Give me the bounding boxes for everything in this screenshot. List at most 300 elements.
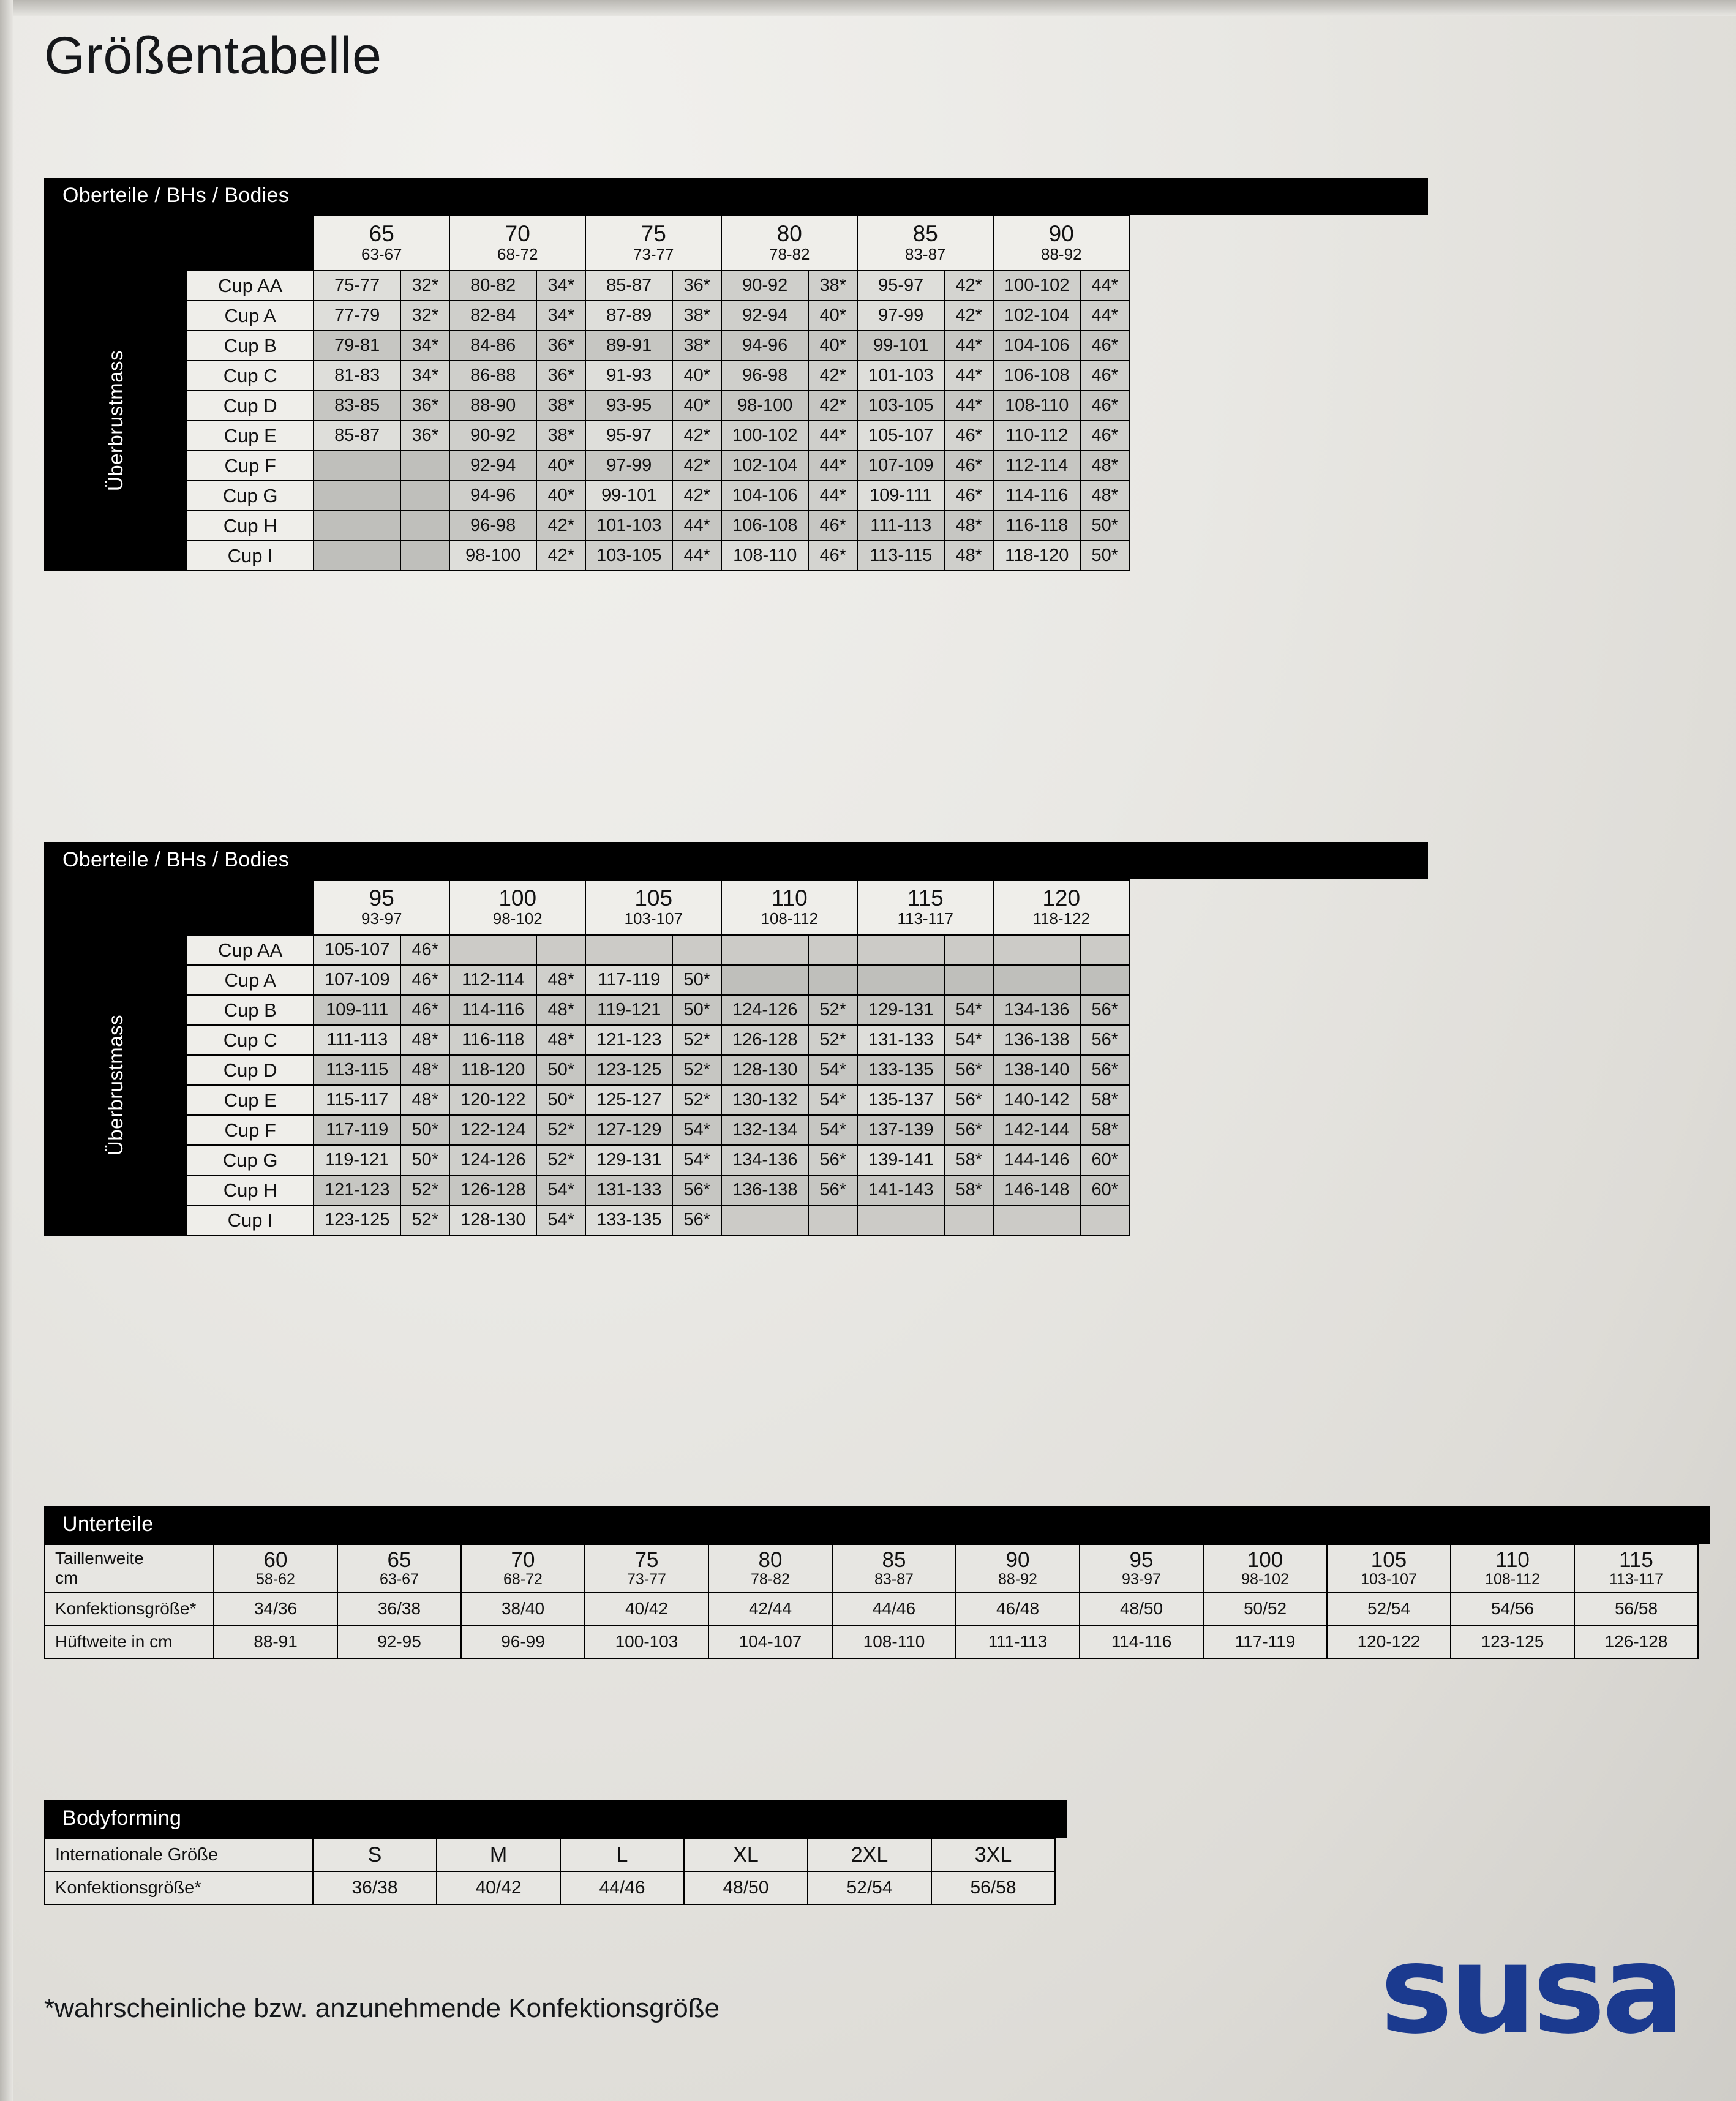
table1-cell-1-2: 82-84 <box>449 301 536 331</box>
table2-cell-0-10 <box>993 935 1080 965</box>
table2-cell-7-9: 58* <box>944 1145 993 1175</box>
table4-konfektion-2: 44/46 <box>560 1871 684 1904</box>
table1-cell-6-3: 40* <box>536 451 585 481</box>
table1-cell-3-11: 46* <box>1080 361 1129 391</box>
table2-cup-label-9: Cup I <box>187 1205 314 1235</box>
table4 <box>44 1838 1056 1905</box>
table2-cell-9-0: 123-125 <box>314 1205 400 1235</box>
table3 <box>44 1544 1699 1659</box>
table2-cell-6-9: 56* <box>944 1115 993 1145</box>
table2-cell-4-5: 52* <box>672 1055 721 1085</box>
table2-cell-4-0: 113-115 <box>314 1055 400 1085</box>
table2-cell-7-2: 124-126 <box>449 1145 536 1175</box>
table3-huefte-11: 126-128 <box>1574 1625 1698 1658</box>
table2-cell-5-9: 56* <box>944 1085 993 1115</box>
table1-cup-label-3: Cup C <box>187 361 314 391</box>
table2-cell-2-10: 134-136 <box>993 995 1080 1025</box>
table1-cell-6-2: 92-94 <box>449 451 536 481</box>
unterteile-table <box>44 1506 1710 1659</box>
table2-cell-9-11 <box>1080 1205 1129 1235</box>
table1-cell-5-2: 90-92 <box>449 421 536 451</box>
table2-cell-0-1: 46* <box>400 935 449 965</box>
table1-cell-2-6: 94-96 <box>721 331 808 361</box>
table1-cell-9-8: 113-115 <box>857 541 944 571</box>
table2-row-6 <box>45 1115 1129 1145</box>
table1-row-1 <box>45 301 1129 331</box>
table2-cell-5-11: 58* <box>1080 1085 1129 1115</box>
table1-cell-0-5: 36* <box>672 271 721 301</box>
table1-cell-7-1 <box>400 481 449 511</box>
table2-size-head-5: 120 118-122 <box>993 880 1129 935</box>
table1-cell-2-3: 36* <box>536 331 585 361</box>
table2-cell-5-0: 115-117 <box>314 1085 400 1115</box>
table1-cell-7-11: 48* <box>1080 481 1129 511</box>
table2-cell-7-5: 54* <box>672 1145 721 1175</box>
table1-cell-6-5: 42* <box>672 451 721 481</box>
table3-konfektion-0: 34/36 <box>214 1592 337 1625</box>
table1-cell-4-8: 103-105 <box>857 391 944 421</box>
bodyforming-table <box>44 1800 1067 1905</box>
table2-cell-5-2: 120-122 <box>449 1085 536 1115</box>
table1-cell-8-0 <box>314 511 400 541</box>
table1-cell-3-3: 36* <box>536 361 585 391</box>
table4-konfektion-1: 40/42 <box>437 1871 560 1904</box>
table1-row-6 <box>45 451 1129 481</box>
table1-cell-4-3: 38* <box>536 391 585 421</box>
table2-cell-9-9 <box>944 1205 993 1235</box>
table1-cell-1-0: 77-79 <box>314 301 400 331</box>
page-title: Größentabelle <box>44 26 382 85</box>
bra-size-table-95-120 <box>44 842 1428 1236</box>
table1-cell-9-1 <box>400 541 449 571</box>
table1-cell-0-0: 75-77 <box>314 271 400 301</box>
table4-band-title: Bodyforming <box>44 1800 1067 1838</box>
table3-size-head-3: 75 73-77 <box>585 1544 708 1592</box>
table2-cup-label-0: Cup AA <box>187 935 314 965</box>
paper-edge-left <box>0 0 13 2101</box>
table1-cell-3-2: 86-88 <box>449 361 536 391</box>
table2-cell-8-9: 58* <box>944 1175 993 1205</box>
table2-cell-0-9 <box>944 935 993 965</box>
table3-huefte-10: 123-125 <box>1451 1625 1574 1658</box>
table1-cell-7-6: 104-106 <box>721 481 808 511</box>
table1-cell-5-3: 38* <box>536 421 585 451</box>
table2-cell-1-7 <box>808 965 857 995</box>
table1-cell-9-11: 50* <box>1080 541 1129 571</box>
table2-cell-0-3 <box>536 935 585 965</box>
table1-row-2 <box>45 331 1129 361</box>
table2-cell-5-7: 54* <box>808 1085 857 1115</box>
table2-cell-6-3: 52* <box>536 1115 585 1145</box>
paper-edge-top <box>0 0 1736 16</box>
table1-cup-label-4: Cup D <box>187 391 314 421</box>
table2-cell-2-9: 54* <box>944 995 993 1025</box>
table1-cell-8-6: 106-108 <box>721 511 808 541</box>
table1-cell-5-8: 105-107 <box>857 421 944 451</box>
table2-cell-0-11 <box>1080 935 1129 965</box>
table2-cell-9-5: 56* <box>672 1205 721 1235</box>
table2 <box>44 879 1130 1236</box>
table1-cell-6-11: 48* <box>1080 451 1129 481</box>
table3-huefte-4: 104-107 <box>708 1625 832 1658</box>
table3-size-head-8: 100 98-102 <box>1203 1544 1327 1592</box>
table1-size-head-1: 70 68-72 <box>449 216 585 271</box>
table1-cell-8-11: 50* <box>1080 511 1129 541</box>
table2-cup-label-2: Cup B <box>187 995 314 1025</box>
table2-cell-6-4: 127-129 <box>585 1115 672 1145</box>
table2-cell-1-0: 107-109 <box>314 965 400 995</box>
table2-cell-0-7 <box>808 935 857 965</box>
table4-row-international <box>45 1838 1055 1871</box>
table3-rowlabel-waist: Taillenweite cm <box>45 1544 214 1592</box>
table1-cell-7-4: 99-101 <box>585 481 672 511</box>
table3-konfektion-7: 48/50 <box>1080 1592 1203 1625</box>
table1-cell-8-5: 44* <box>672 511 721 541</box>
table1-cell-4-7: 42* <box>808 391 857 421</box>
table2-cell-8-10: 146-148 <box>993 1175 1080 1205</box>
table1-cell-9-0 <box>314 541 400 571</box>
table3-rowlabel-hip: Hüftweite in cm <box>45 1625 214 1658</box>
table1-size-head-0: 65 63-67 <box>314 216 449 271</box>
table1-cell-2-10: 104-106 <box>993 331 1080 361</box>
table2-cell-8-2: 126-128 <box>449 1175 536 1205</box>
table1-cell-8-4: 101-103 <box>585 511 672 541</box>
table2-cell-5-10: 140-142 <box>993 1085 1080 1115</box>
table2-cell-8-4: 131-133 <box>585 1175 672 1205</box>
table1-cell-4-10: 108-110 <box>993 391 1080 421</box>
table3-row-huefte <box>45 1625 1698 1658</box>
table3-huefte-8: 117-119 <box>1203 1625 1327 1658</box>
table2-cell-9-1: 52* <box>400 1205 449 1235</box>
table2-header-row <box>45 880 1129 935</box>
table2-cell-0-5 <box>672 935 721 965</box>
table4-konfektion-4: 52/54 <box>808 1871 931 1904</box>
table1-cell-2-7: 40* <box>808 331 857 361</box>
table1-cell-8-7: 46* <box>808 511 857 541</box>
table1-cell-7-2: 94-96 <box>449 481 536 511</box>
table2-cell-2-2: 114-116 <box>449 995 536 1025</box>
table2-cell-1-9 <box>944 965 993 995</box>
table2-cell-3-9: 54* <box>944 1025 993 1055</box>
table2-cell-1-5: 50* <box>672 965 721 995</box>
table1-cell-4-5: 40* <box>672 391 721 421</box>
table2-cell-8-7: 56* <box>808 1175 857 1205</box>
table1-cell-6-0 <box>314 451 400 481</box>
table1-cell-3-5: 40* <box>672 361 721 391</box>
table1-cell-1-3: 34* <box>536 301 585 331</box>
table2-cell-5-1: 48* <box>400 1085 449 1115</box>
table1-cell-2-0: 79-81 <box>314 331 400 361</box>
table2-cell-8-3: 54* <box>536 1175 585 1205</box>
table1-cell-7-0 <box>314 481 400 511</box>
table3-konfektion-2: 38/40 <box>461 1592 585 1625</box>
table2-cell-3-5: 52* <box>672 1025 721 1055</box>
table2-cell-6-1: 50* <box>400 1115 449 1145</box>
table1-cup-label-2: Cup B <box>187 331 314 361</box>
table3-konfektion-8: 50/52 <box>1203 1592 1327 1625</box>
table2-row-4 <box>45 1055 1129 1085</box>
table1-cell-5-0: 85-87 <box>314 421 400 451</box>
table1-cell-2-11: 46* <box>1080 331 1129 361</box>
table3-huefte-1: 92-95 <box>337 1625 461 1658</box>
table1-cell-8-8: 111-113 <box>857 511 944 541</box>
table2-cup-label-5: Cup E <box>187 1085 314 1115</box>
table2-cell-2-1: 46* <box>400 995 449 1025</box>
table1-cell-8-9: 48* <box>944 511 993 541</box>
table2-cell-1-6 <box>721 965 808 995</box>
table2-cell-0-8 <box>857 935 944 965</box>
table1-cell-7-9: 46* <box>944 481 993 511</box>
table1-cell-7-8: 109-111 <box>857 481 944 511</box>
table1-cell-1-5: 38* <box>672 301 721 331</box>
table1-cell-3-0: 81-83 <box>314 361 400 391</box>
table4-konfektion-0: 36/38 <box>313 1871 437 1904</box>
table1-corner-b <box>187 216 314 271</box>
table1-cell-6-1 <box>400 451 449 481</box>
table1-cell-2-2: 84-86 <box>449 331 536 361</box>
table4-size-2: L <box>560 1838 684 1871</box>
table2-cup-label-1: Cup A <box>187 965 314 995</box>
table2-cell-1-2: 112-114 <box>449 965 536 995</box>
table2-cell-0-6 <box>721 935 808 965</box>
table2-cell-9-6 <box>721 1205 808 1235</box>
table2-cell-6-8: 137-139 <box>857 1115 944 1145</box>
table1-cell-2-8: 99-101 <box>857 331 944 361</box>
table1-cell-0-2: 80-82 <box>449 271 536 301</box>
table2-cell-5-4: 125-127 <box>585 1085 672 1115</box>
table2-cell-6-6: 132-134 <box>721 1115 808 1145</box>
table2-cell-5-3: 50* <box>536 1085 585 1115</box>
table3-rowlabel-konfektion: Konfektionsgröße* <box>45 1592 214 1625</box>
table3-huefte-0: 88-91 <box>214 1625 337 1658</box>
table1-cell-5-9: 46* <box>944 421 993 451</box>
table1-cell-0-11: 44* <box>1080 271 1129 301</box>
table1-cell-9-6: 108-110 <box>721 541 808 571</box>
table2-cell-7-6: 134-136 <box>721 1145 808 1175</box>
table2-cell-3-3: 48* <box>536 1025 585 1055</box>
table2-cell-3-4: 121-123 <box>585 1025 672 1055</box>
table1-row-4 <box>45 391 1129 421</box>
table2-cell-0-2 <box>449 935 536 965</box>
table2-cell-3-6: 126-128 <box>721 1025 808 1055</box>
table2-cell-2-3: 48* <box>536 995 585 1025</box>
table1-cell-2-4: 89-91 <box>585 331 672 361</box>
table4-size-3: XL <box>684 1838 808 1871</box>
table4-size-4: 2XL <box>808 1838 931 1871</box>
table1-cell-4-0: 83-85 <box>314 391 400 421</box>
table1-cell-4-4: 93-95 <box>585 391 672 421</box>
table1-cell-1-4: 87-89 <box>585 301 672 331</box>
table1-cell-0-9: 42* <box>944 271 993 301</box>
table1-cell-0-4: 85-87 <box>585 271 672 301</box>
table1-row-7 <box>45 481 1129 511</box>
table2-cell-6-5: 54* <box>672 1115 721 1145</box>
table1-row-9 <box>45 541 1129 571</box>
table2-cell-5-8: 135-137 <box>857 1085 944 1115</box>
table1-cell-5-6: 100-102 <box>721 421 808 451</box>
table1-size-head-4: 85 83-87 <box>857 216 993 271</box>
table4-konfektion-5: 56/58 <box>931 1871 1055 1904</box>
footnote: *wahrscheinliche bzw. anzunehmende Konfektionsgröße <box>44 1993 720 2023</box>
table2-cell-5-6: 130-132 <box>721 1085 808 1115</box>
table4-size-0: S <box>313 1838 437 1871</box>
table2-size-head-0: 95 93-97 <box>314 880 449 935</box>
table3-size-head-10: 110 108-112 <box>1451 1544 1574 1592</box>
table4-rowlabel-konfektion: Konfektionsgröße* <box>45 1871 313 1904</box>
table3-huefte-6: 111-113 <box>956 1625 1080 1658</box>
table2-cell-4-7: 54* <box>808 1055 857 1085</box>
table3-huefte-3: 100-103 <box>585 1625 708 1658</box>
table1-row-5 <box>45 421 1129 451</box>
table1-cell-9-5: 44* <box>672 541 721 571</box>
table1-cell-1-7: 40* <box>808 301 857 331</box>
table1-cell-1-6: 92-94 <box>721 301 808 331</box>
table1-cell-0-3: 34* <box>536 271 585 301</box>
table1-cup-label-6: Cup F <box>187 451 314 481</box>
table3-huefte-2: 96-99 <box>461 1625 585 1658</box>
table2-cell-8-1: 52* <box>400 1175 449 1205</box>
table3-size-head-9: 105 103-107 <box>1327 1544 1451 1592</box>
table2-cell-4-2: 118-120 <box>449 1055 536 1085</box>
table3-size-head-4: 80 78-82 <box>708 1544 832 1592</box>
table1-cell-5-7: 44* <box>808 421 857 451</box>
table2-cell-9-7 <box>808 1205 857 1235</box>
table1-row-3 <box>45 361 1129 391</box>
table1-cell-3-8: 101-103 <box>857 361 944 391</box>
table1-cell-9-9: 48* <box>944 541 993 571</box>
table1-cell-1-9: 42* <box>944 301 993 331</box>
table2-cell-8-11: 60* <box>1080 1175 1129 1205</box>
table1-cup-label-0: Cup AA <box>187 271 314 301</box>
table2-cell-9-10 <box>993 1205 1080 1235</box>
table1-size-head-5: 90 88-92 <box>993 216 1129 271</box>
table2-size-head-2: 105 103-107 <box>585 880 721 935</box>
table3-size-head-7: 95 93-97 <box>1080 1544 1203 1592</box>
table2-cell-2-6: 124-126 <box>721 995 808 1025</box>
table2-cell-2-4: 119-121 <box>585 995 672 1025</box>
table3-huefte-5: 108-110 <box>832 1625 956 1658</box>
table2-size-head-1: 100 98-102 <box>449 880 585 935</box>
table3-header-row <box>45 1544 1698 1592</box>
table2-cell-8-8: 141-143 <box>857 1175 944 1205</box>
table2-cell-3-11: 56* <box>1080 1025 1129 1055</box>
table1-corner-a <box>45 216 187 271</box>
table2-corner-b <box>187 880 314 935</box>
table3-huefte-9: 120-122 <box>1327 1625 1451 1658</box>
table1-cell-7-7: 44* <box>808 481 857 511</box>
table2-cell-7-3: 52* <box>536 1145 585 1175</box>
table2-cell-3-8: 131-133 <box>857 1025 944 1055</box>
table1-cell-8-1 <box>400 511 449 541</box>
table3-konfektion-9: 52/54 <box>1327 1592 1451 1625</box>
table2-cell-6-10: 142-144 <box>993 1115 1080 1145</box>
table2-band-title: Oberteile / BHs / Bodies <box>44 842 1428 879</box>
table2-cell-6-2: 122-124 <box>449 1115 536 1145</box>
table2-cell-6-11: 58* <box>1080 1115 1129 1145</box>
table2-cell-4-4: 123-125 <box>585 1055 672 1085</box>
table1-cell-8-3: 42* <box>536 511 585 541</box>
table2-cell-4-11: 56* <box>1080 1055 1129 1085</box>
table2-cell-1-4: 117-119 <box>585 965 672 995</box>
table1 <box>44 215 1130 571</box>
table1-cell-9-10: 118-120 <box>993 541 1080 571</box>
table1-band-title: Oberteile / BHs / Bodies <box>44 178 1428 215</box>
table3-huefte-7: 114-116 <box>1080 1625 1203 1658</box>
table2-cell-4-9: 56* <box>944 1055 993 1085</box>
table2-cell-2-8: 129-131 <box>857 995 944 1025</box>
table1-cell-6-9: 46* <box>944 451 993 481</box>
table4-rowlabel-international: Internationale Größe <box>45 1838 313 1871</box>
table4-size-1: M <box>437 1838 560 1871</box>
table2-cell-7-10: 144-146 <box>993 1145 1080 1175</box>
table2-cell-3-1: 48* <box>400 1025 449 1055</box>
table1-cell-2-9: 44* <box>944 331 993 361</box>
table1-cell-2-5: 38* <box>672 331 721 361</box>
table2-cell-2-7: 52* <box>808 995 857 1025</box>
table2-cell-7-8: 139-141 <box>857 1145 944 1175</box>
table1-cell-3-9: 44* <box>944 361 993 391</box>
table2-cell-7-4: 129-131 <box>585 1145 672 1175</box>
table2-row-3 <box>45 1025 1129 1055</box>
table1-cell-5-10: 110-112 <box>993 421 1080 451</box>
table3-band-title: Unterteile <box>44 1506 1710 1544</box>
table1-header-row <box>45 216 1129 271</box>
table2-row-8 <box>45 1175 1129 1205</box>
table2-cell-2-5: 50* <box>672 995 721 1025</box>
table3-konfektion-4: 42/44 <box>708 1592 832 1625</box>
table1-cell-5-5: 42* <box>672 421 721 451</box>
table1-cell-1-10: 102-104 <box>993 301 1080 331</box>
table1-cell-3-7: 42* <box>808 361 857 391</box>
table3-row-konfektion <box>45 1592 1698 1625</box>
table2-cup-label-6: Cup F <box>187 1115 314 1145</box>
table2-cell-1-3: 48* <box>536 965 585 995</box>
table2-cell-1-8 <box>857 965 944 995</box>
table1-row-8 <box>45 511 1129 541</box>
table2-cell-8-0: 121-123 <box>314 1175 400 1205</box>
table1-cell-7-3: 40* <box>536 481 585 511</box>
table1-cell-5-11: 46* <box>1080 421 1129 451</box>
table2-cell-9-2: 128-130 <box>449 1205 536 1235</box>
table4-konfektion-3: 48/50 <box>684 1871 808 1904</box>
table1-cup-label-1: Cup A <box>187 301 314 331</box>
table2-row-0 <box>45 935 1129 965</box>
table1-cell-1-11: 44* <box>1080 301 1129 331</box>
table1-cell-4-6: 98-100 <box>721 391 808 421</box>
brand-logo: susa <box>1380 1919 1681 2061</box>
table1-cell-3-10: 106-108 <box>993 361 1080 391</box>
table1-cell-9-7: 46* <box>808 541 857 571</box>
table2-cell-8-5: 56* <box>672 1175 721 1205</box>
table3-size-head-6: 90 88-92 <box>956 1544 1080 1592</box>
table2-cell-3-2: 116-118 <box>449 1025 536 1055</box>
table3-konfektion-5: 44/46 <box>832 1592 956 1625</box>
table2-row-2 <box>45 995 1129 1025</box>
table2-cell-8-6: 136-138 <box>721 1175 808 1205</box>
table4-size-5: 3XL <box>931 1838 1055 1871</box>
table2-cell-1-1: 46* <box>400 965 449 995</box>
table1-cell-0-7: 38* <box>808 271 857 301</box>
table2-cup-label-3: Cup C <box>187 1025 314 1055</box>
table2-cup-label-7: Cup G <box>187 1145 314 1175</box>
table2-cell-7-7: 56* <box>808 1145 857 1175</box>
table1-cell-4-9: 44* <box>944 391 993 421</box>
table3-konfektion-3: 40/42 <box>585 1592 708 1625</box>
table1-size-head-2: 75 73-77 <box>585 216 721 271</box>
table3-size-head-5: 85 83-87 <box>832 1544 956 1592</box>
table2-cell-7-11: 60* <box>1080 1145 1129 1175</box>
table2-cell-6-0: 117-119 <box>314 1115 400 1145</box>
